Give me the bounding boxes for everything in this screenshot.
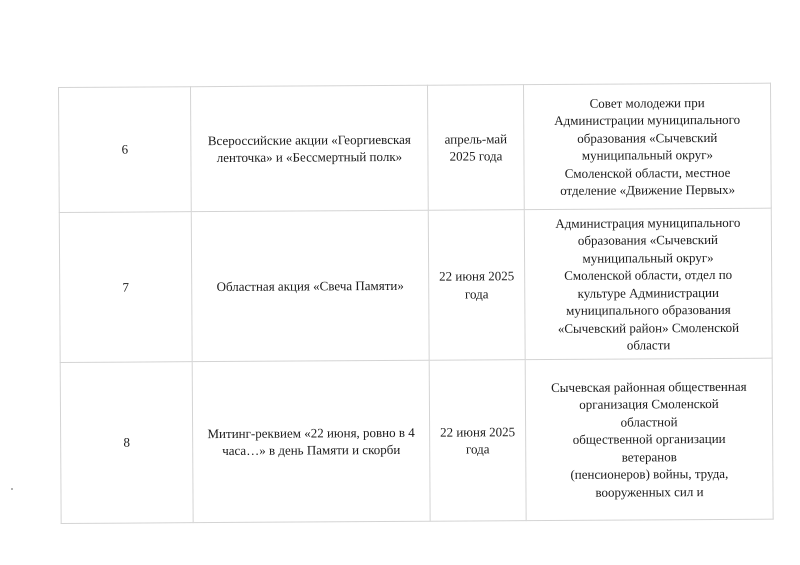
scan-speck (11, 488, 13, 490)
event-text-line: Областная акция «Свеча Памяти» (216, 277, 404, 294)
event-text-line: часа…» в день Памяти и скорби (222, 441, 401, 459)
date-text-line: года (464, 285, 489, 302)
responsible-text-line: Сычевская районная общественная (551, 378, 747, 395)
events-table (58, 83, 774, 524)
event-cell (192, 360, 430, 522)
row-number-cell (59, 87, 192, 213)
table-row (59, 83, 772, 212)
responsible-text-line: Администрации муниципального (554, 111, 741, 128)
responsible-text-line: муниципальный округ» (582, 249, 714, 266)
date-text-line: апрель-май (444, 130, 508, 147)
date-text-line: 22 июня 2025 (439, 268, 515, 284)
event-cell (191, 85, 429, 211)
responsible-text-line: областной (620, 413, 678, 430)
responsible-text-line: муниципальный округ» (581, 147, 714, 163)
responsible-text-line: области (626, 337, 671, 353)
responsible-text-line: ветеранов (621, 448, 677, 465)
responsible-cell (525, 358, 773, 521)
row-number: 8 (123, 434, 130, 450)
date-cell (428, 210, 525, 361)
responsible-text-line: Администрация муниципального (555, 214, 741, 231)
responsible-text-line: образования «Сычевский (577, 231, 719, 248)
responsible-text-line: «Сычевский район» Смоленской (557, 319, 740, 336)
date-text-line: 22 июня 2025 (440, 423, 516, 440)
responsible-text-line: (пенсионеров) войны, труда, (570, 466, 729, 483)
responsible-cell (523, 83, 771, 210)
responsible-text-line: общественной организации (572, 431, 726, 448)
responsible-text-line: культуре Администрации (577, 284, 719, 301)
event-text-line: Всероссийские акции «Георгиевская (207, 131, 411, 148)
row-number-cell (60, 362, 193, 524)
event-text-line: Митинг-реквием «22 июня, ровно в 4 (207, 424, 415, 441)
responsible-text-line: организация Смоленской (579, 396, 719, 413)
table-row (60, 358, 773, 523)
responsible-text-line: муниципального образования (566, 301, 731, 318)
responsible-text-line: образования «Сычевский (577, 129, 718, 146)
event-text-line: ленточка» и «Бессмертный полк» (216, 148, 403, 166)
date-text-line: года (465, 441, 490, 457)
responsible-text-line: Совет молодежи при (589, 94, 705, 111)
row-number: 6 (121, 141, 129, 157)
row-number: 7 (122, 279, 130, 295)
event-cell (191, 210, 429, 361)
table-row (59, 208, 772, 362)
date-cell (427, 85, 524, 211)
row-number-cell (59, 212, 192, 363)
responsible-text-line: Смоленской области, отдел по (564, 266, 733, 283)
responsible-text-line: Смоленской области, местное (564, 164, 731, 181)
date-cell (429, 360, 526, 522)
responsible-text-line: отделение «Движение Первых» (560, 181, 736, 198)
responsible-cell (524, 208, 772, 360)
responsible-text-line: вооруженных сил и (595, 483, 704, 500)
date-text-line: 2025 года (449, 148, 503, 164)
